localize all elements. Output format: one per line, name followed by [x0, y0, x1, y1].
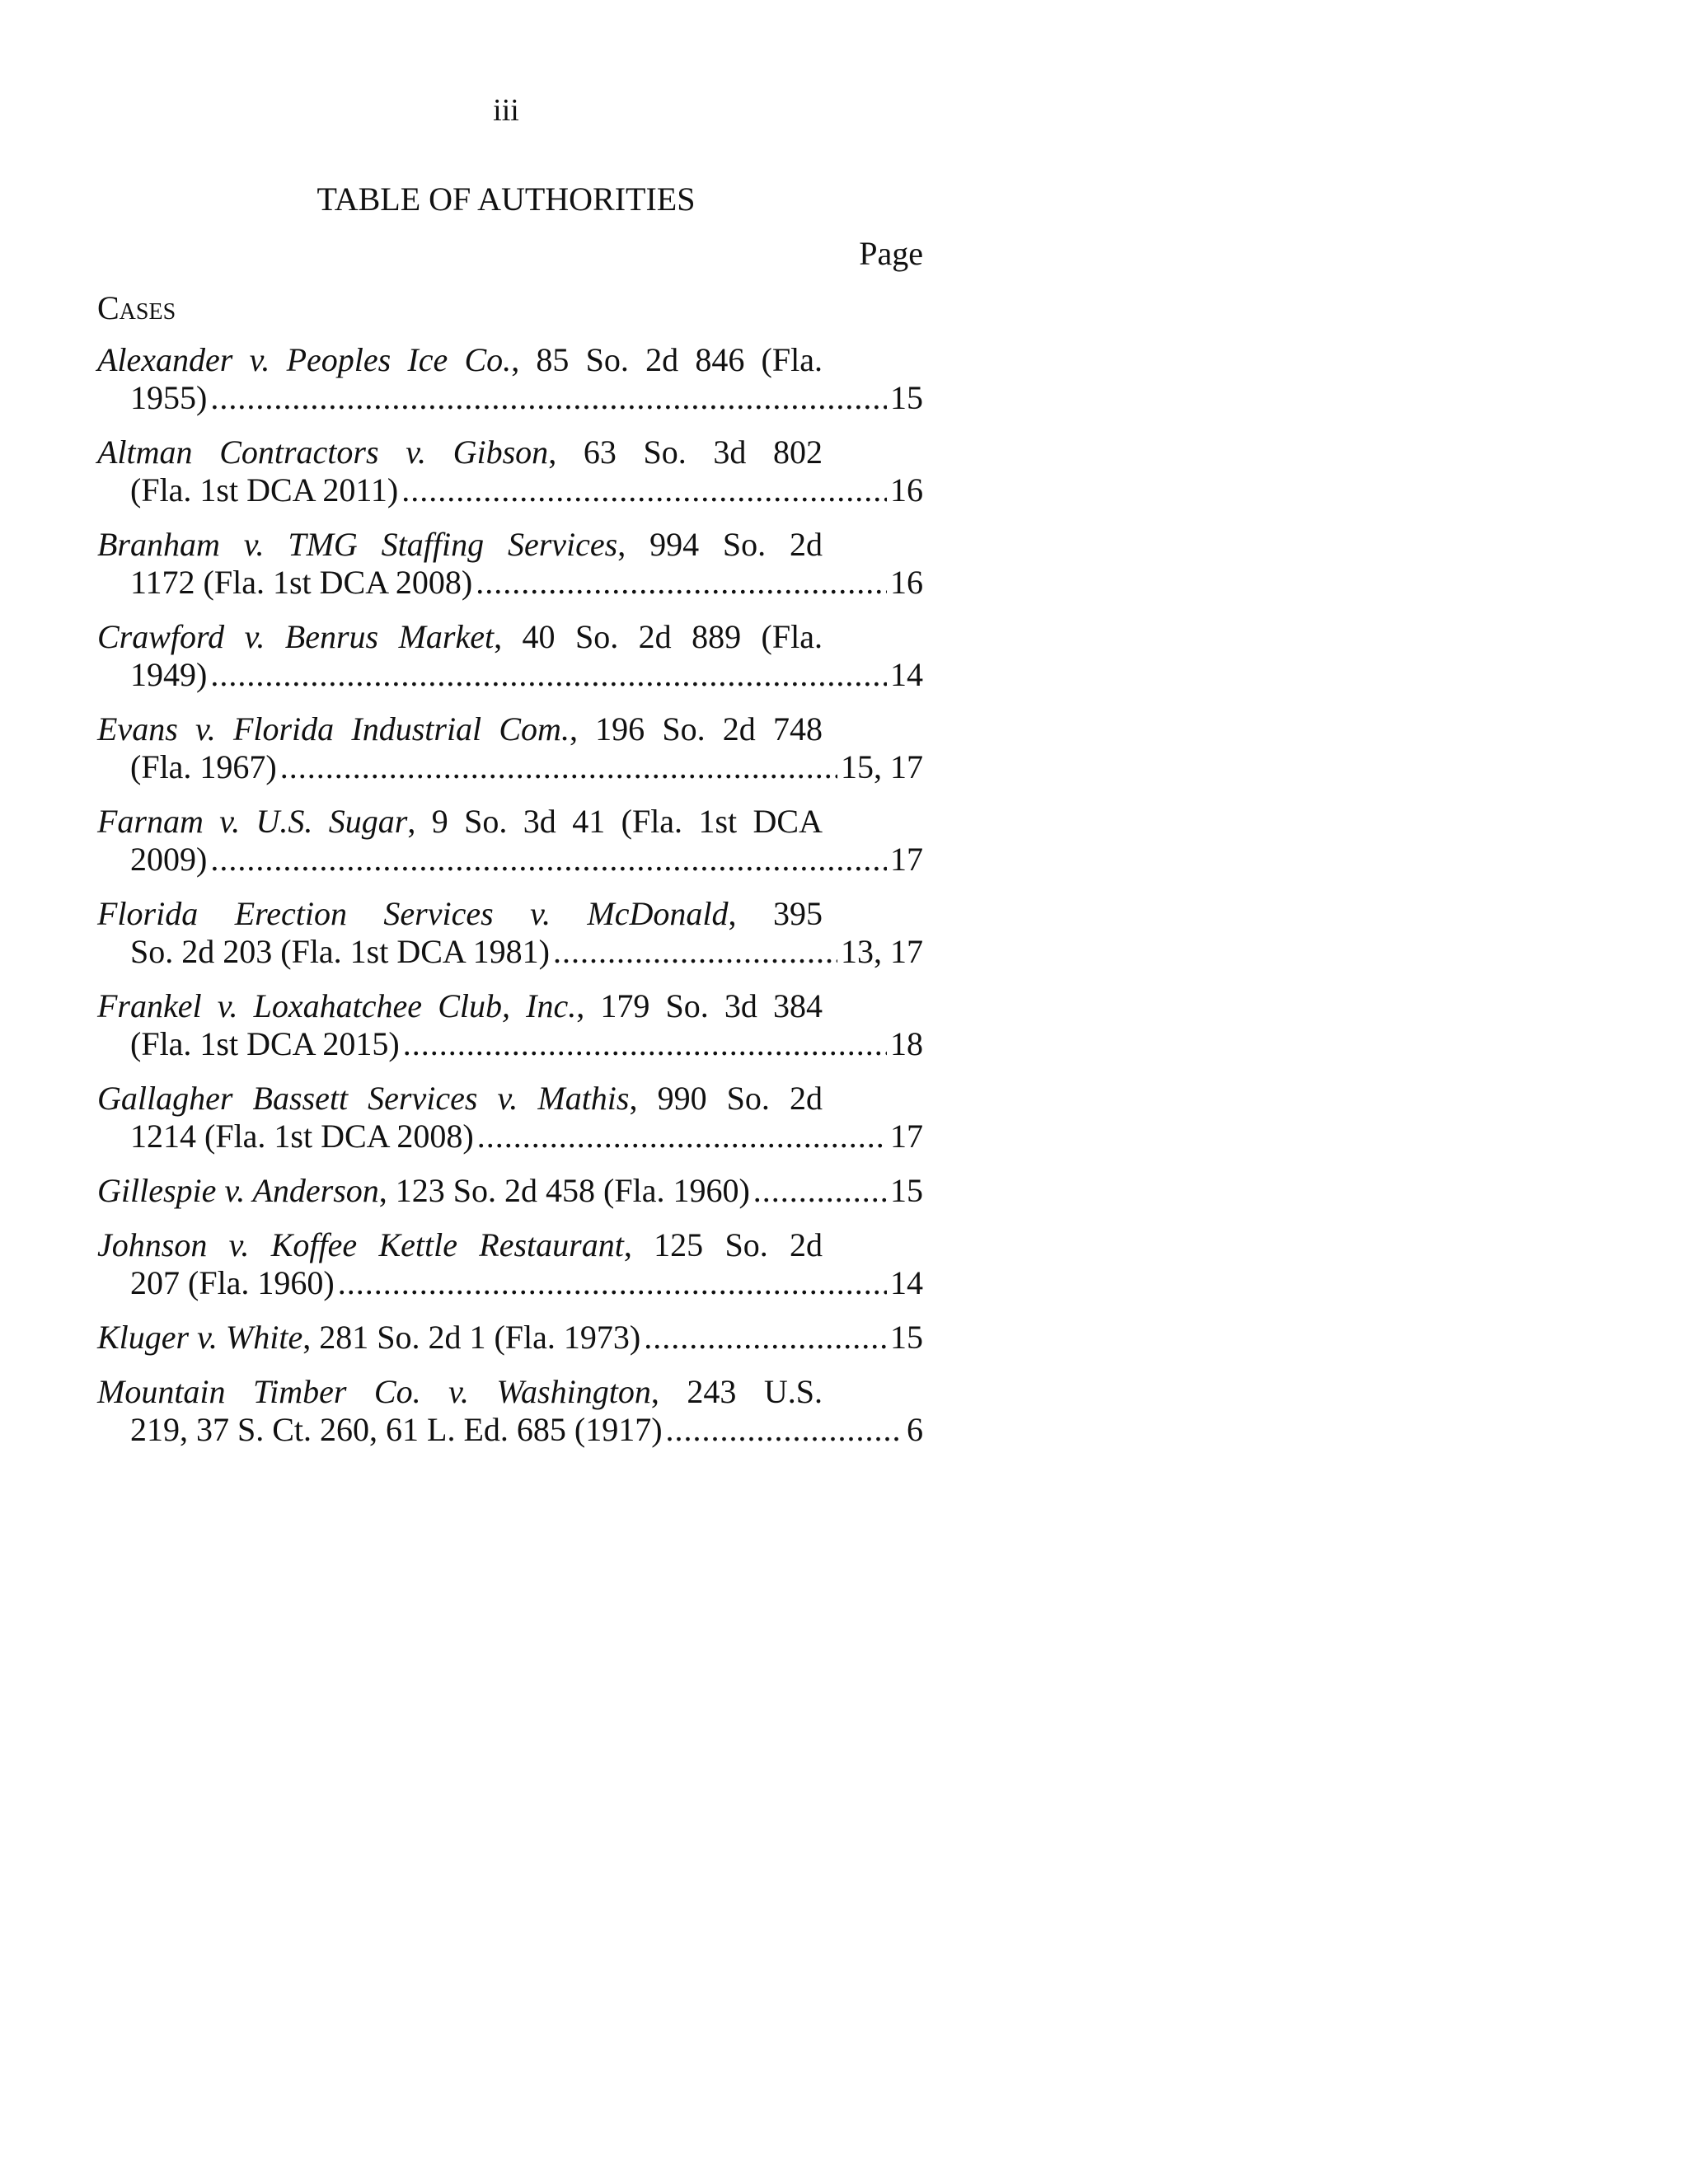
case-name: Alexander v. Peoples Ice Co. [97, 341, 512, 378]
dot-leader [210, 841, 887, 879]
citation-text: 207 (Fla. 1960) [130, 1264, 335, 1301]
page-title: TABLE OF AUTHORITIES [316, 180, 696, 218]
entry-line-2 [97, 748, 923, 786]
dot-leader [553, 933, 837, 971]
entry-line-1 [97, 1226, 823, 1264]
authority-entry [97, 526, 923, 602]
citation-text: 1955) [130, 379, 208, 416]
page-reference: 15, 17 [841, 748, 923, 785]
authority-entry [97, 434, 923, 509]
entry-line-2 [97, 471, 923, 509]
entry-line-2 [97, 1264, 923, 1302]
authority-entry [97, 1319, 923, 1357]
case-name: Altman Contractors v. Gibson [97, 434, 549, 471]
case-name: Frankel v. Loxahatchee Club, Inc. [97, 987, 577, 1024]
entry-line-2 [97, 1411, 923, 1449]
authority-entry [97, 987, 923, 1063]
authority-entry [97, 1373, 923, 1449]
citation-text: 1172 (Fla. 1st DCA 2008) [130, 564, 473, 601]
page-reference: 15 [890, 379, 923, 416]
case-name: Evans v. Florida Industrial Com. [97, 710, 570, 748]
entry-line-1 [97, 618, 823, 656]
authority-entry [97, 1080, 923, 1155]
case-name: Kluger v. White [97, 1319, 303, 1356]
citation-text: 2009) [130, 841, 208, 878]
case-name: Crawford v. Benrus Market [97, 618, 495, 655]
case-name: Florida Erection Services v. McDonald [97, 895, 729, 932]
case-name: Gillespie v. Anderson [97, 1172, 379, 1209]
citation-text: 1949) [130, 656, 208, 693]
case-name: Johnson v. Koffee Kettle Restaurant [97, 1226, 624, 1263]
authority-entry [97, 895, 923, 971]
citation-text: , 243 U.S. [650, 1373, 823, 1410]
entry-line-1 [97, 434, 823, 471]
entry-line-2 [97, 1118, 923, 1155]
citation-text: , 40 So. 2d 889 (Fla. [494, 618, 823, 655]
dot-leader [401, 471, 887, 509]
citation-text: 219, 37 S. Ct. 260, 61 L. Ed. 685 (1917) [130, 1411, 663, 1448]
entry-line-1 [97, 526, 823, 564]
citation-text: , 85 So. 2d 846 (Fla. [511, 341, 823, 378]
entry-line-2 [97, 564, 923, 602]
citation-text: , 196 So. 2d 748 [569, 710, 823, 748]
dot-leader [280, 748, 837, 786]
dot-leader [210, 379, 887, 417]
case-name: Farnam v. U.S. Sugar [97, 803, 408, 840]
entry-line-1 [97, 895, 823, 933]
page-column-header: Page [859, 235, 923, 272]
page-reference: 16 [890, 471, 923, 509]
entry-line-1 [97, 1080, 823, 1118]
entry-line-1 [97, 803, 823, 841]
page-reference: 18 [890, 1025, 923, 1062]
authority-entry [97, 341, 923, 417]
page-reference: 15 [890, 1172, 923, 1209]
citation-text: 1214 (Fla. 1st DCA 2008) [130, 1118, 474, 1155]
page-reference: 14 [890, 1264, 923, 1301]
page-reference: 13, 17 [841, 933, 923, 970]
citation-text: , 990 So. 2d [629, 1080, 823, 1117]
citation-text: , 395 [728, 895, 823, 932]
citation-text: So. 2d 203 (Fla. 1st DCA 1981) [130, 933, 550, 970]
authorities-list [97, 341, 923, 1465]
entry-line-1 [97, 1373, 823, 1411]
citation-text: , 125 So. 2d [623, 1226, 823, 1263]
entry-line-1 [97, 341, 823, 379]
authority-entry [97, 1226, 923, 1302]
entry-line-1 [97, 710, 823, 748]
case-name: Branham v. TMG Staffing Services [97, 526, 618, 563]
entry-line-2 [97, 841, 923, 879]
entry-line-1 [97, 987, 823, 1025]
page-reference: 16 [890, 564, 923, 601]
dot-leader [477, 1118, 887, 1155]
citation-text: , 994 So. 2d [617, 526, 823, 563]
citation-text: , 281 So. 2d 1 (Fla. 1973) [302, 1319, 641, 1356]
entry-line-1 [97, 1319, 923, 1357]
citation-text: (Fla. 1st DCA 2011) [130, 471, 399, 509]
citation-text: (Fla. 1st DCA 2015) [130, 1025, 400, 1062]
case-name: Mountain Timber Co. v. Washington [97, 1373, 651, 1410]
authority-entry [97, 1172, 923, 1210]
section-heading-cases: Cases [97, 289, 176, 326]
case-name: Gallagher Bassett Services v. Mathis [97, 1080, 630, 1117]
page-reference: 14 [890, 656, 923, 693]
entry-line-2 [97, 933, 923, 971]
dot-leader [403, 1025, 887, 1063]
dot-leader [644, 1319, 887, 1357]
dot-leader [476, 564, 887, 602]
entry-line-2 [97, 1025, 923, 1063]
dot-leader [338, 1264, 887, 1302]
citation-text: , 63 So. 3d 802 [548, 434, 823, 471]
authority-entry [97, 618, 923, 694]
citation-text: , 9 So. 3d 41 (Fla. 1st DCA [407, 803, 823, 840]
citation-text: , 179 So. 3d 384 [576, 987, 823, 1024]
entry-line-2 [97, 379, 923, 417]
page-number: iii [493, 93, 519, 128]
dot-leader [666, 1411, 903, 1449]
dot-leader [210, 656, 887, 694]
page-reference: 17 [890, 1118, 923, 1155]
page-reference: 6 [907, 1411, 923, 1448]
authority-entry [97, 710, 923, 786]
dot-leader [753, 1172, 887, 1210]
entry-line-1 [97, 1172, 923, 1210]
citation-text: (Fla. 1967) [130, 748, 277, 785]
page-reference: 15 [890, 1319, 923, 1356]
entry-line-2 [97, 656, 923, 694]
citation-text: , 123 So. 2d 458 (Fla. 1960) [378, 1172, 750, 1209]
authority-entry [97, 803, 923, 879]
page-reference: 17 [890, 841, 923, 878]
